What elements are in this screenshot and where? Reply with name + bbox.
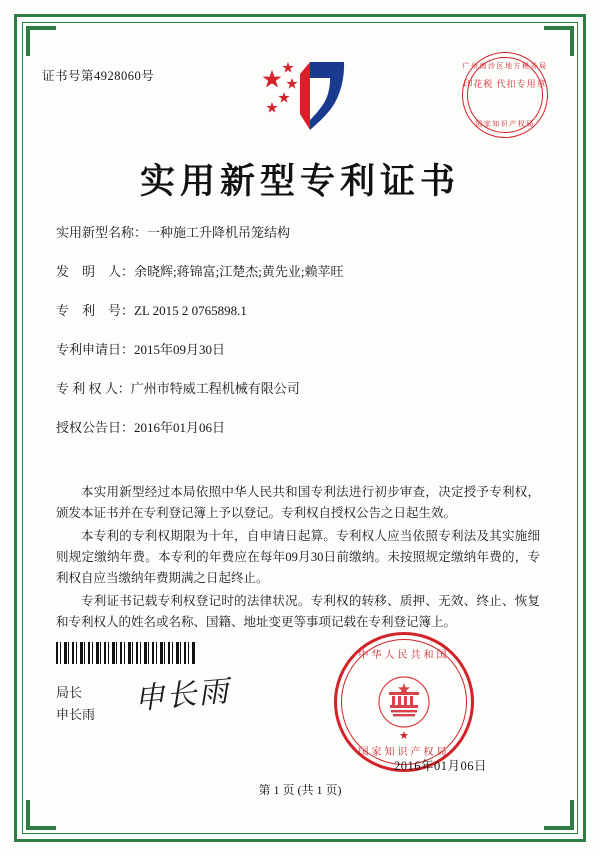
field-label: 发 明 人： bbox=[56, 264, 135, 279]
field-label: 专 利 号： bbox=[56, 303, 135, 318]
seal-top-text: 中华人民共和国 bbox=[358, 650, 450, 661]
body-paragraph-2: 本专利的专利权期限为十年，自申请日起算。专利权人应当依照专利法及其实施细则规定缴纳年费。本专利的年费应在每年09月30日前缴纳。未按照规定缴纳年费的，专利权自应当缴纳年费期满之日起终止。 bbox=[56, 529, 540, 585]
tax-stamp-middle-text: 印花税 代扣专用章 bbox=[463, 79, 547, 89]
field-label: 授权公告日： bbox=[56, 420, 135, 435]
field-utility-model-name bbox=[56, 224, 544, 242]
legal-body-text bbox=[56, 482, 540, 635]
field-patentee bbox=[56, 380, 544, 398]
director-role-label: 局长 bbox=[56, 685, 83, 700]
body-paragraph-3: 专利证书记载专利权登记时的法律状况。专利权的转移、质押、无效、终止、恢复和专利权人的姓名或名称、国籍、地址变更等事项记载在专利登记簿上。 bbox=[56, 594, 540, 629]
field-label: 实用新型名称： bbox=[56, 225, 148, 240]
certificate-content bbox=[34, 34, 566, 822]
page-footer: 第 1 页 (共 1 页) bbox=[258, 783, 342, 797]
field-patent-number bbox=[56, 302, 544, 320]
tax-stamp-top-text: 广州南沙区地方税务局 bbox=[462, 62, 548, 70]
field-grant-announcement-date bbox=[56, 419, 544, 437]
barcode bbox=[56, 642, 196, 664]
body-paragraph-1: 本实用新型经过本局依照中华人民共和国专利法进行初步审查，决定授予专利权，颁发本证书并在专利登记簿上予以登记。专利权自授权公告之日起生效。 bbox=[56, 485, 540, 520]
field-value: 余晓辉;蒋锦富;江楚杰;黄先业;赖苹旺 bbox=[134, 264, 344, 279]
field-label: 专利申请日： bbox=[56, 342, 135, 357]
tax-stamp-bottom-text: 国家知识产权局 bbox=[475, 120, 535, 128]
field-value: 2016年01月06日 bbox=[134, 420, 226, 435]
field-value: 一种施工升降机吊笼结构 bbox=[147, 225, 291, 240]
certificate-number: 证书号第4928060号 bbox=[42, 69, 155, 83]
national-emblem-icon bbox=[377, 675, 431, 729]
field-label: 专 利 权 人： bbox=[56, 381, 131, 396]
field-inventors bbox=[56, 263, 544, 281]
seal-star-icon: ★ bbox=[399, 730, 409, 742]
seal-bottom-text: 国家知识产权局 bbox=[358, 747, 450, 758]
field-value: 2015年09月30日 bbox=[134, 342, 226, 357]
sipo-logo-icon bbox=[252, 56, 364, 136]
tax-stamp-icon bbox=[462, 52, 548, 138]
handwritten-signature: 申长雨 bbox=[133, 674, 232, 717]
field-value: 广州市特威工程机械有限公司 bbox=[130, 381, 300, 396]
seal-date: 2016年01月06日 bbox=[394, 759, 488, 773]
field-application-date bbox=[56, 341, 544, 359]
field-list bbox=[56, 224, 544, 458]
field-value: ZL 2015 2 0765898.1 bbox=[134, 303, 247, 318]
official-seal-icon bbox=[334, 632, 474, 772]
page-title: 实用新型专利证书 bbox=[139, 162, 460, 201]
director-name-label: 申长雨 bbox=[56, 707, 96, 722]
signature-block bbox=[56, 682, 95, 726]
